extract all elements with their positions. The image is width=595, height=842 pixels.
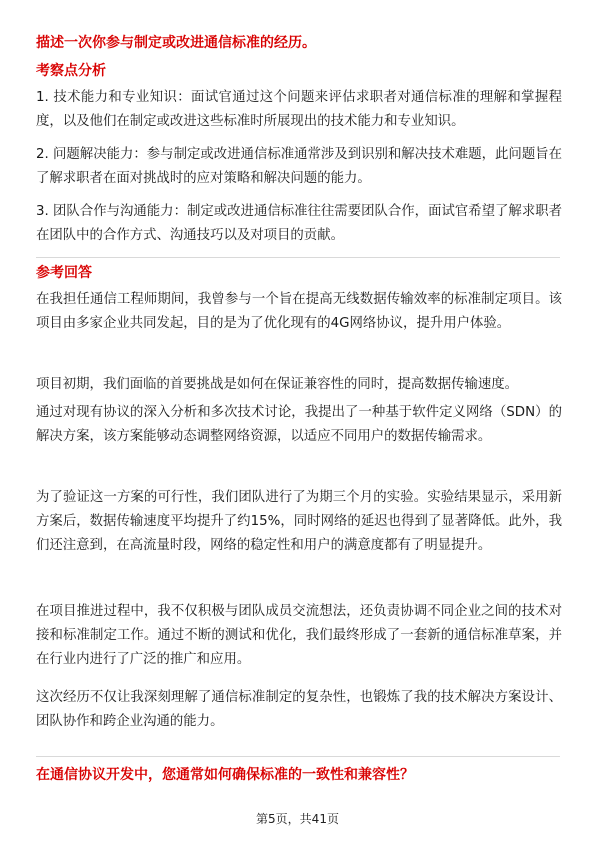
answer-paragraph: 这次经历不仅让我深刻理解了通信标准制定的复杂性，也锻炼了我的技术解决方案设计、团队协作和跨企业沟通的能力。: [36, 690, 562, 729]
answer-paragraph: 项目初期，我们面临的首要挑战是如何在保证兼容性的同时，提高数据传输速度。: [36, 377, 519, 392]
answer-paragraph: 在我担任通信工程师期间，我曾参与一个旨在提高无线数据传输效率的标准制定项目。该项目由多家企业共同发起，目的是为了优化现有的4G网络协议，提升用户体验。: [36, 292, 562, 331]
analysis-point: 3. 团队合作与沟通能力：制定或改进通信标准往往需要团队合作，面试官希望了解求职者在团队中的合作方式、沟通技巧以及对项目的贡献。: [36, 204, 562, 243]
analysis-point: 2. 问题解决能力：参与制定或改进通信标准通常涉及到识别和解决技术难题，此问题旨在了解求职者在面对挑战时的应对策略和解决问题的能力。: [36, 147, 562, 186]
answer-paragraph: 为了验证这一方案的可行性，我们团队进行了为期三个月的实验。实验结果显示，采用新方案后，数据传输速度平均提升了约15%，同时网络的延迟也得到了显著降低。此外，我们还注意到，在高流量时段，网络的稳定性和用户的满意度都有了明显提升。: [36, 490, 562, 553]
question-title: 描述一次你参与制定或改进通信标准的经历。: [36, 35, 316, 51]
answer-heading: 参考回答: [36, 265, 92, 281]
answer-paragraph: 在项目推进过程中，我不仅积极与团队成员交流想法，还负责协调不同企业之间的技术对接和标准制定工作。通过不断的测试和优化，我们最终形成了一套新的通信标准草案，并在行业内进行了广泛的推广和应用。: [36, 604, 562, 667]
section-divider: [36, 756, 560, 757]
next-question-title: 在通信协议开发中，您通常如何确保标准的一致性和兼容性？: [36, 767, 414, 783]
page-number: 第5页，共41页: [256, 812, 339, 826]
analysis-point: 1. 技术能力和专业知识：面试官通过这个问题来评估求职者对通信标准的理解和掌握程度，以及他们在制定或改进这些标准时所展现出的技术能力和专业知识。: [36, 90, 562, 129]
answer-paragraph: 通过对现有协议的深入分析和多次技术讨论，我提出了一种基于软件定义网络（SDN）的解决方案，该方案能够动态调整网络资源，以适应不同用户的数据传输需求。: [36, 405, 562, 444]
analysis-heading: 考察点分析: [36, 63, 106, 79]
section-divider: [36, 257, 560, 258]
